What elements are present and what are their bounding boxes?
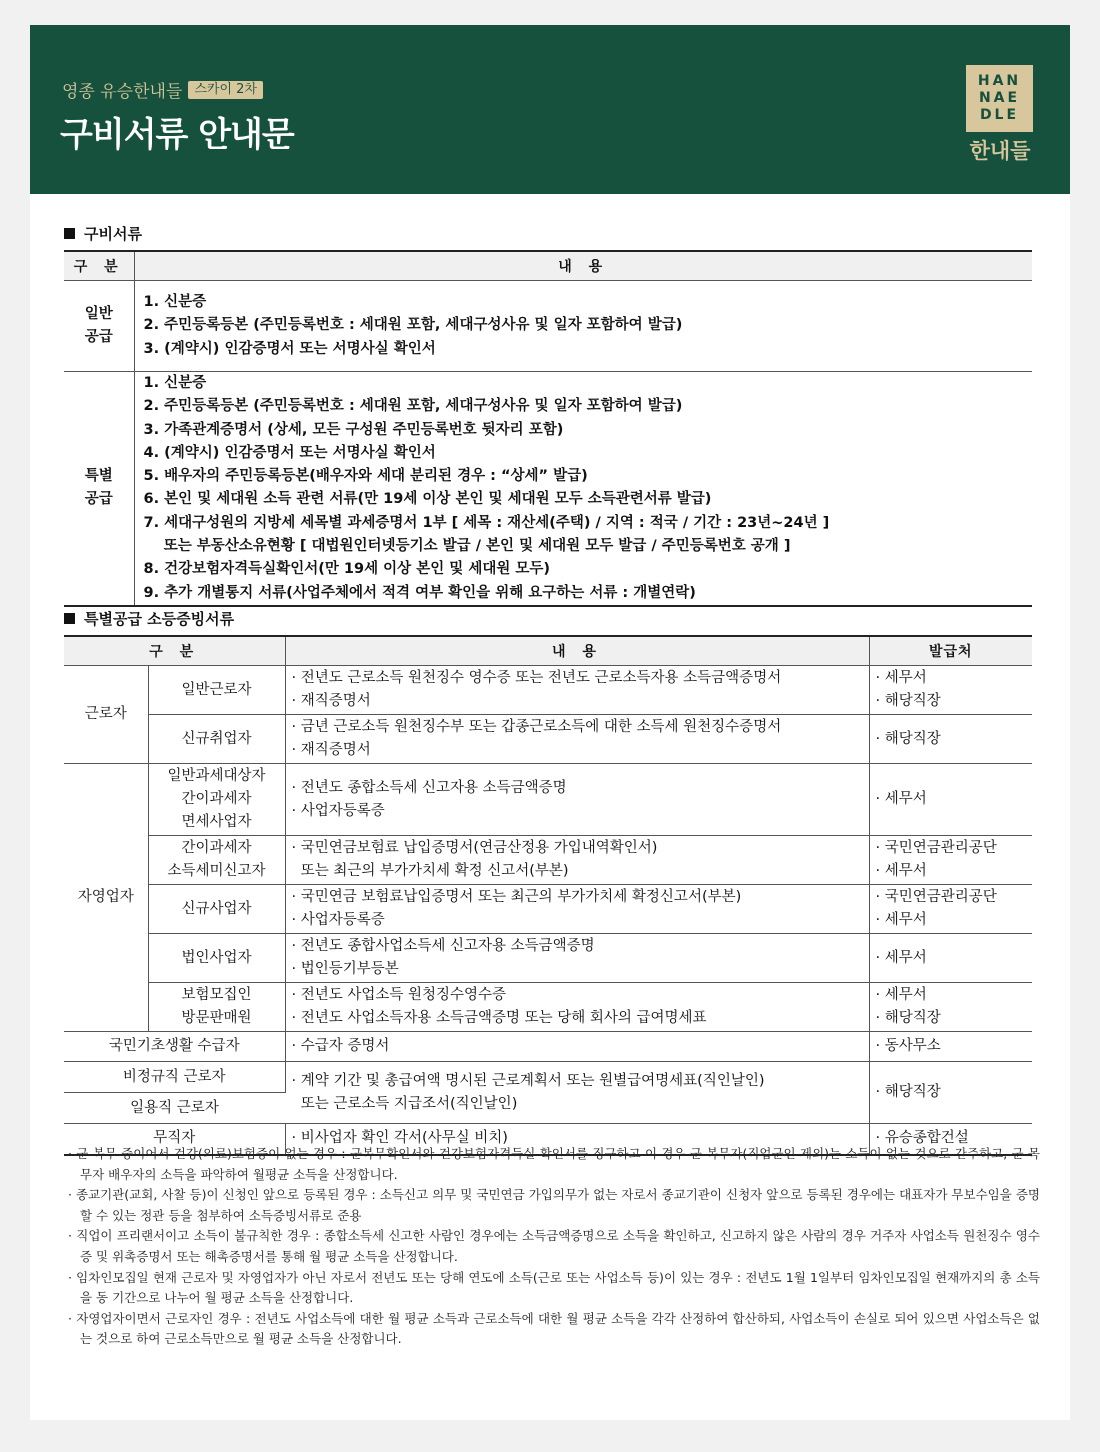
category-daily-worker: 일용직 근로자 [64, 1093, 285, 1124]
category-label: 특별 [84, 468, 113, 485]
note-item: · 군 복무 중이어서 건강(의료)보험증이 없는 경우 : 군복무확인서와 건강보험자격득실 확인서를 징구하고 이 경우 군 복무자(직업군인 제외)는 소득이 없는 것으로 간주하고, 군 목무자 배우자의 소득을 파악하여 월평균 소득을 산정합니다. [68, 1146, 1040, 1182]
documents-table [64, 250, 1032, 607]
section-title-documents [64, 223, 142, 244]
content-line: · 전년도 종합소득세 신고자용 소득금액증명 [291, 779, 567, 796]
column-header-issuer: 발급처 [869, 636, 1032, 666]
category-cell [64, 281, 134, 372]
sub-category-line: 간이과세자 [181, 791, 252, 807]
category-cell [64, 372, 134, 606]
content-line: · 계약 기간 및 총급여액 명시된 근로계획서 또는 원별급여명세표(직인날인) [291, 1072, 765, 1089]
column-header-category: 구 분 [64, 251, 134, 281]
square-bullet-icon [64, 613, 75, 624]
list-item: 2. 주민등록등본 (주민등록번호 : 세대원 포함, 세대구성사유 및 일자 포함하여 발급) [143, 398, 683, 415]
issuer-line: · 세무서 [875, 912, 927, 928]
column-header-category: 구 분 [64, 636, 285, 666]
note-item: · 임차인모집일 현재 근로자 및 자영업자가 아닌 자로서 전년도 또는 당해 연도에 소득(근로 또는 사업소득 등)이 있는 경우 : 전년도 1월 1일부터 임차인모집일 현재까지의 총 소득을 동 기간으로 나누어 월 평균 소득을 산정합니다. [68, 1269, 1040, 1306]
issuer-line: · 세무서 [875, 863, 927, 879]
issuer-line: · 해당직장 [875, 1010, 941, 1026]
category-irregular-worker: 비정규직 근로자 [64, 1062, 285, 1093]
table-row [64, 1032, 1032, 1062]
content-line: · 사업자등록증 [291, 802, 385, 819]
issuer-line: · 국민연금관리공단 [875, 840, 997, 856]
issuer-cell: · 해당직장 [869, 1062, 1032, 1124]
column-header-content: 내 용 [285, 636, 869, 666]
list-item: 7. 세대구성원의 지방세 세목별 과세증명서 1부 [ 세목 : 재산세(주택) / 지역 : 적국 / 기간 : 23년~24년 ] [143, 514, 830, 531]
note-item: · 종교기관(교회, 사찰 등)이 신청인 앞으로 등록된 경우 : 소득신고 의무 및 국민연금 가입의무가 없는 자로서 종교기관이 신청자 앞으로 등록된 경우에는 대표자가 무보수임을 증명할 수 있는 정관 등을 첨부하여 소득증빙서류로 준용 [68, 1187, 1040, 1223]
content-line: · 금년 근로소득 원천징수부 또는 갑종근로소득에 대한 소득세 원천징수증명서 [291, 719, 782, 735]
category-label: 공급 [84, 329, 113, 345]
content-line: · 전년도 근로소득 원천징수 영수증 또는 전년도 근로소득자용 소득금액증명서 [291, 670, 782, 686]
content-cell [285, 715, 869, 764]
content-cell [285, 666, 869, 715]
list-item: 1. 신분증 [143, 375, 207, 391]
content-line: · 전년도 사업소득 원청징수영수증 [291, 987, 507, 1003]
issuer-cell: · 유승종합건설 [875, 1130, 969, 1147]
sub-category-line: 일반과세대상자 [167, 768, 266, 784]
group-label-self-employed: 자영업자 [64, 764, 148, 1032]
content-cell [285, 934, 869, 983]
content-line: 또는 최근의 부가가치세 확정 신고서(부본) [291, 863, 569, 879]
logo-line: DLE [979, 107, 1020, 123]
content-line: · 전년도 종합사업소득세 신고자용 소득금액증명 [291, 938, 595, 954]
category-basic-livelihood: 국민기초생활 수급자 [64, 1032, 285, 1062]
section-title-income-proof [64, 608, 234, 629]
list-item: 6. 본인 및 세대원 소득 관련 서류(만 19세 이상 본인 및 세대원 모두 소득관련서류 발급) [143, 491, 712, 508]
section-title-text: 특별공급 소등증빙서류 [84, 610, 235, 628]
list-item: 3. (계약시) 인감증명서 또는 서명사실 확인서 [143, 340, 436, 357]
sub-category-line: 면세사업자 [181, 814, 252, 830]
content-cell [285, 836, 869, 885]
square-bullet-icon [64, 228, 75, 239]
sub-category-label [148, 983, 285, 1032]
table-row [64, 885, 1032, 934]
content-line: · 사업자등록증 [291, 912, 385, 928]
issuer-line: · 해당직장 [875, 693, 941, 709]
list-item: 9. 추가 개별통지 서류(사업주체에서 적격 여부 확인을 위해 요구하는 서류 : 개별연락) [143, 584, 696, 601]
issuer-cell [869, 983, 1032, 1032]
sub-category-line: 방문판매원 [181, 1010, 252, 1026]
content-cell [134, 281, 1032, 372]
category-unemployed: 무직자 [64, 1124, 285, 1155]
sub-category-line: 보험모집인 [181, 987, 252, 1003]
content-line: · 재직증명서 [291, 693, 371, 709]
income-proof-table [64, 635, 1032, 1156]
complex-name: 영종 유승한내들 [62, 82, 183, 102]
content-line: 또는 근로소득 지급조서(직인날인) [291, 1095, 518, 1112]
note-item: · 직업이 프리랜서이고 소득이 불규칙한 경우 : 종합소득세 신고한 사람인 경우에는 소득금액증명으로 소득을 확인하고, 신고하지 않은 사람의 경우 거주자 사업소득 원천징수 영수증 및 위촉증명서 또는 해촉증명서를 통해 월 평균 소득을 산정합니다. [68, 1228, 1040, 1264]
section-title-text: 구비서류 [84, 225, 142, 243]
content-line: · 국민연금 보험료납입증명서 또는 최근의 부가가치세 확정신고서(부본) [291, 889, 742, 905]
sub-category-line: 소득세미신고자 [167, 863, 266, 879]
list-item: 1. 신분증 [143, 294, 207, 311]
column-header-content: 내 용 [134, 251, 1032, 281]
sub-category-line: 간이과세자 [181, 840, 252, 856]
list-item: 3. 가족관계증명서 (상세, 모든 구성원 주민등록번호 뒷자리 포함) [143, 421, 564, 438]
logo-line: HAN [977, 73, 1022, 89]
issuer-cell: · 동사무소 [869, 1032, 1032, 1062]
sub-category-label [148, 836, 285, 885]
table-row [64, 764, 1032, 836]
content-cell [285, 764, 869, 836]
sub-category-label: 신규취업자 [148, 715, 285, 764]
table-row [64, 934, 1032, 983]
notes-list [62, 1144, 1040, 1350]
page-title: 구비서류 안내문 [60, 115, 294, 155]
table-row [64, 983, 1032, 1032]
issuer-cell [869, 666, 1032, 715]
issuer-line: · 세무서 [875, 987, 927, 1003]
sub-category-label [148, 764, 285, 836]
list-item: 2. 주민등록등본 (주민등록번호 : 세대원 포함, 세대구성사유 및 일자 포함하여 발급) [143, 317, 683, 334]
table-row-special-supply [64, 372, 1032, 606]
issuer-cell [869, 934, 1032, 983]
category-label: 일반 [84, 306, 113, 322]
list-item: 5. 배우자의 주민등록등본(배우자와 세대 분리된 경우 : “상세” 발급) [143, 468, 588, 485]
issuer-line: · 세무서 [875, 791, 927, 807]
group-label-worker: 근로자 [64, 666, 148, 764]
content-cell: · 수급자 증명서 [285, 1032, 869, 1062]
content-line: · 국민연금보험료 납입증명서(연금산정용 가입내역확인서) [291, 840, 658, 856]
list-item: 8. 건강보험자격득실확인서(만 19세 이상 본인 및 세대원 모두) [143, 561, 551, 578]
issuer-cell [869, 836, 1032, 885]
content-cell [285, 885, 869, 934]
content-cell [285, 1062, 869, 1124]
table-header-row [64, 251, 1032, 281]
content-line: · 법인등기부등본 [291, 961, 399, 977]
list-item: 4. (계약시) 인감증명서 또는 서명사실 확인서 [143, 444, 436, 461]
phase-badge: 스카이 2차 [188, 81, 263, 99]
table-row-general-supply [64, 281, 1032, 372]
content-line: · 재직증명서 [291, 742, 371, 758]
list-item: 또는 부동산소유현황 [ 대법원인터넷등기소 발급 / 본인 및 세대원 모두 발급 / 주민등록번호 공개 ] [143, 538, 791, 555]
content-line: · 전년도 사업소득자용 소득금액증명 또는 당해 회사의 급여명세표 [291, 1010, 707, 1026]
header-banner [30, 25, 1070, 194]
content-cell [134, 372, 1032, 606]
brand-name: 한내들 [969, 139, 1031, 163]
table-row [64, 666, 1032, 715]
logo-line: NAE [978, 90, 1021, 106]
table-header-row [64, 636, 1032, 666]
issuer-cell [869, 885, 1032, 934]
brand-logo [966, 65, 1033, 132]
category-label: 공급 [84, 491, 113, 508]
table-row [64, 1062, 1032, 1093]
content-cell [285, 983, 869, 1032]
issuer-line: · 세무서 [875, 670, 927, 686]
issuer-line: · 세무서 [875, 949, 927, 966]
note-item: · 자영업자이면서 근로자인 경우 : 전년도 사업소득에 대한 월 평균 소득과 근로소득에 대한 월 평균 소득을 각각 산정하여 합산하되, 사업소득이 손실로 되어 있으면 사업소득은 없는 것으로 하여 근로소득만으로 월 평균 소득을 산정합니다. [68, 1310, 1040, 1347]
sub-category-label: 법인사업자 [148, 934, 285, 983]
issuer-cell [869, 764, 1032, 836]
issuer-line: · 해당직장 [875, 730, 941, 747]
issuer-cell [869, 715, 1032, 764]
sub-category-label: 신규사업자 [148, 885, 285, 934]
issuer-line: · 국민연금관리공단 [875, 889, 997, 905]
table-row [64, 715, 1032, 764]
header-subtitle [62, 77, 263, 102]
content-cell: · 비사업자 확인 각서(사무실 비치) [285, 1124, 869, 1155]
sub-category-label: 일반근로자 [148, 666, 285, 715]
table-row [64, 836, 1032, 885]
document-sheet [30, 25, 1070, 1420]
